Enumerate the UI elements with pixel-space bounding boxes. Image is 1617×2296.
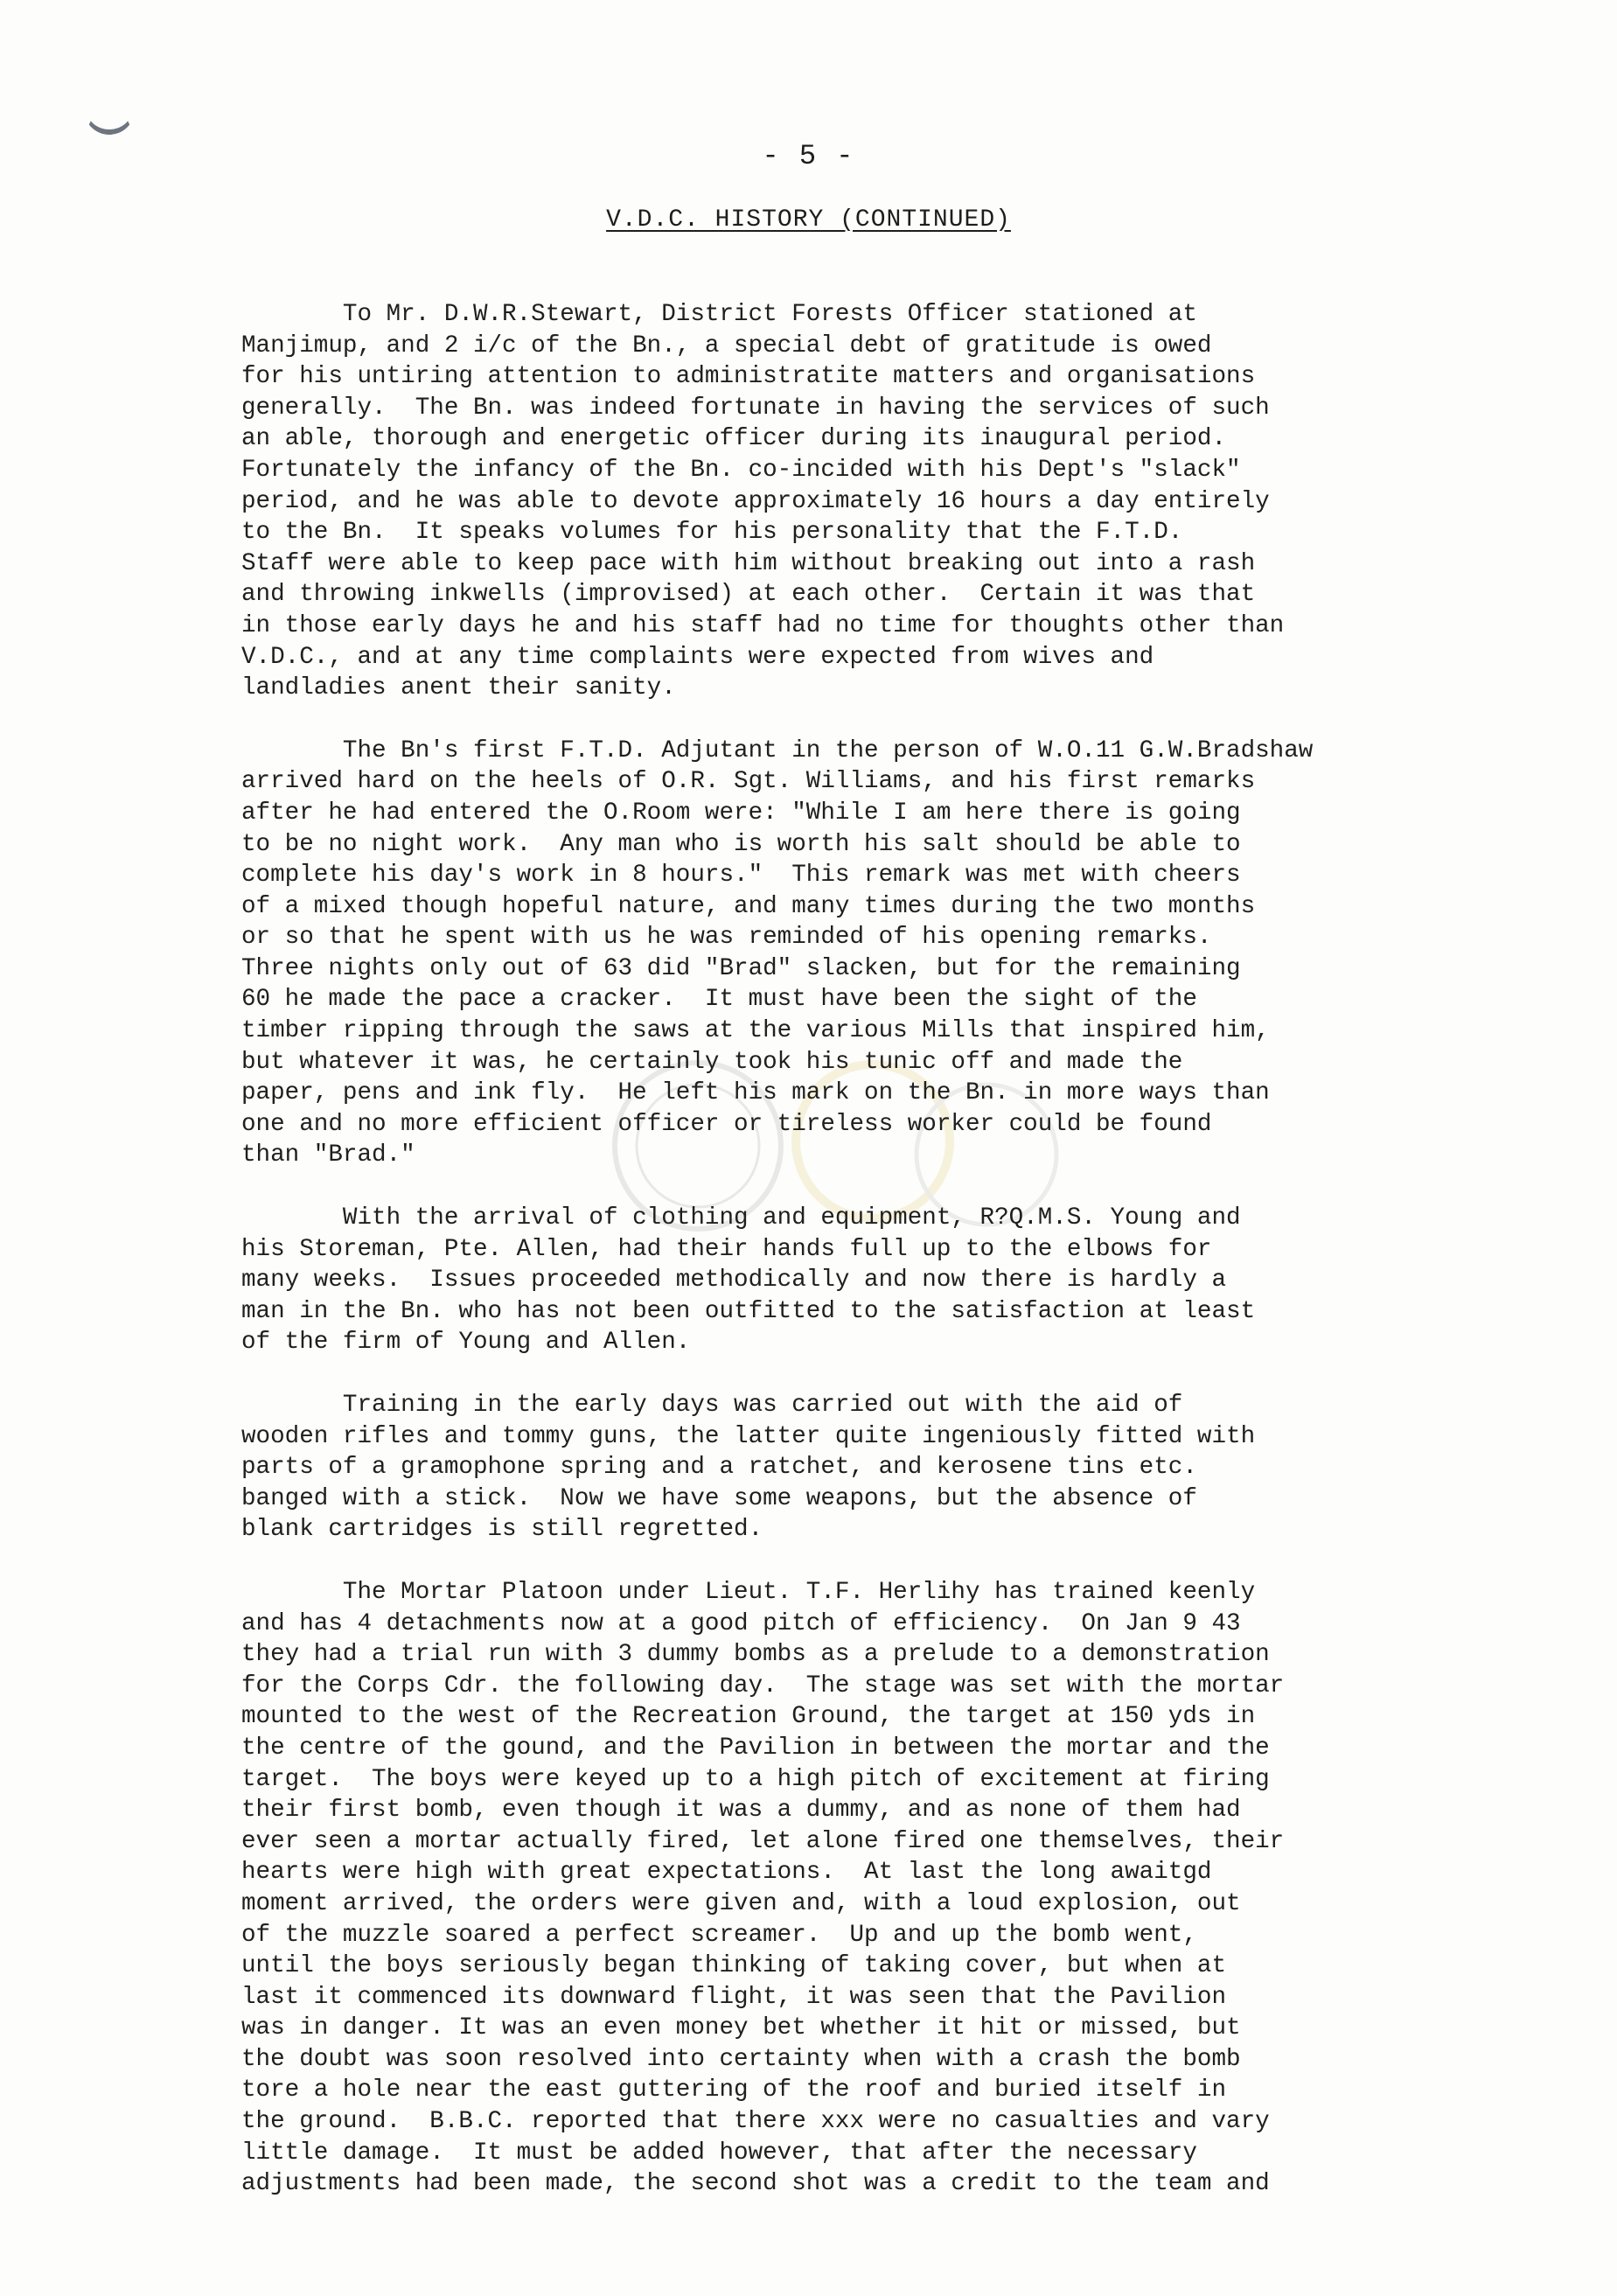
text-line: of the muzzle soared a perfect screamer. Up and up the bomb went, bbox=[241, 1921, 1197, 1949]
text-line: mounted to the west of the Recreation Ground, the target at 150 yds in bbox=[241, 1703, 1256, 1731]
text-line: of a mixed though hopeful nature, and many times during the two months bbox=[241, 892, 1256, 920]
text-line: adjustments had been made, the second shot was a credit to the team and bbox=[241, 2170, 1270, 2198]
text-line: generally. The Bn. was indeed fortunate in having the services of such bbox=[241, 394, 1270, 422]
text-line: moment arrived, the orders were given and, with a loud explosion, out bbox=[241, 1889, 1241, 1917]
text-line: Fortunately the infancy of the Bn. co-incided with his Dept's "slack" bbox=[241, 456, 1241, 484]
text-line: but whatever it was, he certainly took his tunic off and made the bbox=[241, 1048, 1183, 1076]
text-line: one and no more efficient officer or tireless worker could be found bbox=[241, 1110, 1212, 1138]
text-line: ever seen a mortar actually fired, let alone fired one themselves, their bbox=[241, 1827, 1285, 1855]
text-line: for his untiring attention to administratite matters and organisations bbox=[241, 363, 1256, 391]
text-line: paper, pens and ink fly. He left his mark on the Bn. in more ways than bbox=[241, 1079, 1270, 1107]
paragraph-stewart bbox=[241, 299, 1426, 704]
text-line: their first bomb, even though it was a dummy, and as none of them had bbox=[241, 1797, 1241, 1825]
text-line: and throwing inkwells (improvised) at each other. Certain it was that bbox=[241, 581, 1256, 609]
text-line: The Bn's first F.T.D. Adjutant in the person of W.O.11 G.W.Bradshaw bbox=[241, 736, 1314, 764]
text-line: timber ripping through the saws at the various Mills that inspired him, bbox=[241, 1017, 1270, 1045]
text-line: or so that he spent with us he was reminded of his opening remarks. bbox=[241, 924, 1212, 952]
text-line: target. The boys were keyed up to a high pitch of excitement at firing bbox=[241, 1765, 1270, 1793]
text-line: V.D.C., and at any time complaints were expected from wives and bbox=[241, 643, 1154, 671]
text-line: last it commenced its downward flight, it was seen that the Pavilion bbox=[241, 1983, 1227, 2011]
text-line: period, and he was able to devote approximately 16 hours a day entirely bbox=[241, 487, 1270, 515]
text-line: Three nights only out of 63 did "Brad" slacken, but for the remaining bbox=[241, 954, 1241, 982]
paragraph-clothing bbox=[241, 1203, 1426, 1358]
text-line: To Mr. D.W.R.Stewart, District Forests Officer stationed at bbox=[241, 301, 1197, 328]
text-line: to the Bn. It speaks volumes for his personality that the F.T.D. bbox=[241, 519, 1183, 547]
text-line: many weeks. Issues proceeded methodically and now there is hardly a bbox=[241, 1267, 1227, 1295]
text-line: little damage. It must be added however, that after the necessary bbox=[241, 2139, 1197, 2167]
text-line: 60 he made the pace a cracker. It must have been the sight of the bbox=[241, 986, 1197, 1014]
text-line: after he had entered the O.Room were: "While I am here there is going bbox=[241, 799, 1241, 827]
text-line: parts of a gramophone spring and a ratchet, and kerosene tins etc. bbox=[241, 1454, 1197, 1482]
text-line: an able, thorough and energetic officer during its inaugural period. bbox=[241, 425, 1227, 453]
text-line: for the Corps Cdr. the following day. The stage was set with the mortar bbox=[241, 1671, 1285, 1699]
text-line: his Storeman, Pte. Allen, had their hands full up to the elbows for bbox=[241, 1235, 1212, 1263]
text-line: than "Brad." bbox=[241, 1141, 415, 1169]
text-line: of the firm of Young and Allen. bbox=[241, 1329, 691, 1357]
text-line: was in danger. It was an even money bet whether it hit or missed, but bbox=[241, 2014, 1241, 2042]
text-line: With the arrival of clothing and equipment, R?Q.M.S. Young and bbox=[241, 1204, 1241, 1232]
text-line: tore a hole near the east guttering of the roof and buried itself in bbox=[241, 2076, 1227, 2104]
punch-hole-mark bbox=[84, 94, 135, 135]
text-line: complete his day's work in 8 hours." This remark was met with cheers bbox=[241, 862, 1241, 890]
text-line: banged with a stick. Now we have some weapons, but the absence of bbox=[241, 1484, 1197, 1512]
text-line: arrived hard on the heels of O.R. Sgt. Williams, and his first remarks bbox=[241, 768, 1256, 796]
text-line: hearts were high with great expectations. At last the long awaitgd bbox=[241, 1859, 1212, 1887]
text-line: to be no night work. Any man who is worth his salt should be able to bbox=[241, 830, 1241, 858]
text-line: wooden rifles and tommy guns, the latter quite ingeniously fitted with bbox=[241, 1422, 1256, 1450]
text-line: landladies anent their sanity. bbox=[241, 674, 676, 702]
text-line: the centre of the gound, and the Pavilion in between the mortar and the bbox=[241, 1734, 1270, 1762]
text-line: The Mortar Platoon under Lieut. T.F. Herlihy has trained keenly bbox=[241, 1578, 1256, 1606]
paragraph-training bbox=[241, 1390, 1426, 1546]
text-line: the ground. B.B.C. reported that there xxx were no casualties and vary bbox=[241, 2108, 1270, 2136]
page-number: - 5 - bbox=[762, 140, 855, 172]
text-line: Manjimup, and 2 i/c of the Bn., a special debt of gratitude is owed bbox=[241, 331, 1212, 359]
text-line: man in the Bn. who has not been outfitted to the satisfaction at least bbox=[241, 1297, 1256, 1325]
text-line: Staff were able to keep pace with him without breaking out into a rash bbox=[241, 549, 1256, 577]
text-line: in those early days he and his staff had no time for thoughts other than bbox=[241, 611, 1285, 639]
text-line: and has 4 detachments now at a good pitch of efficiency. On Jan 9 43 bbox=[241, 1609, 1241, 1637]
text-line: the doubt was soon resolved into certainty when with a crash the bomb bbox=[241, 2045, 1241, 2073]
page-title: V.D.C. HISTORY (CONTINUED) bbox=[606, 206, 1011, 234]
paragraph-bradshaw bbox=[241, 736, 1426, 1171]
text-line: they had a trial run with 3 dummy bombs as a prelude to a demonstration bbox=[241, 1641, 1270, 1669]
text-line: until the boys seriously began thinking of taking cover, but when at bbox=[241, 1952, 1227, 1980]
text-line: Training in the early days was carried out with the aid of bbox=[241, 1392, 1183, 1419]
document-body bbox=[241, 299, 1426, 2231]
text-line: blank cartridges is still regretted. bbox=[241, 1516, 763, 1544]
paragraph-mortar-platoon bbox=[241, 1577, 1426, 2200]
